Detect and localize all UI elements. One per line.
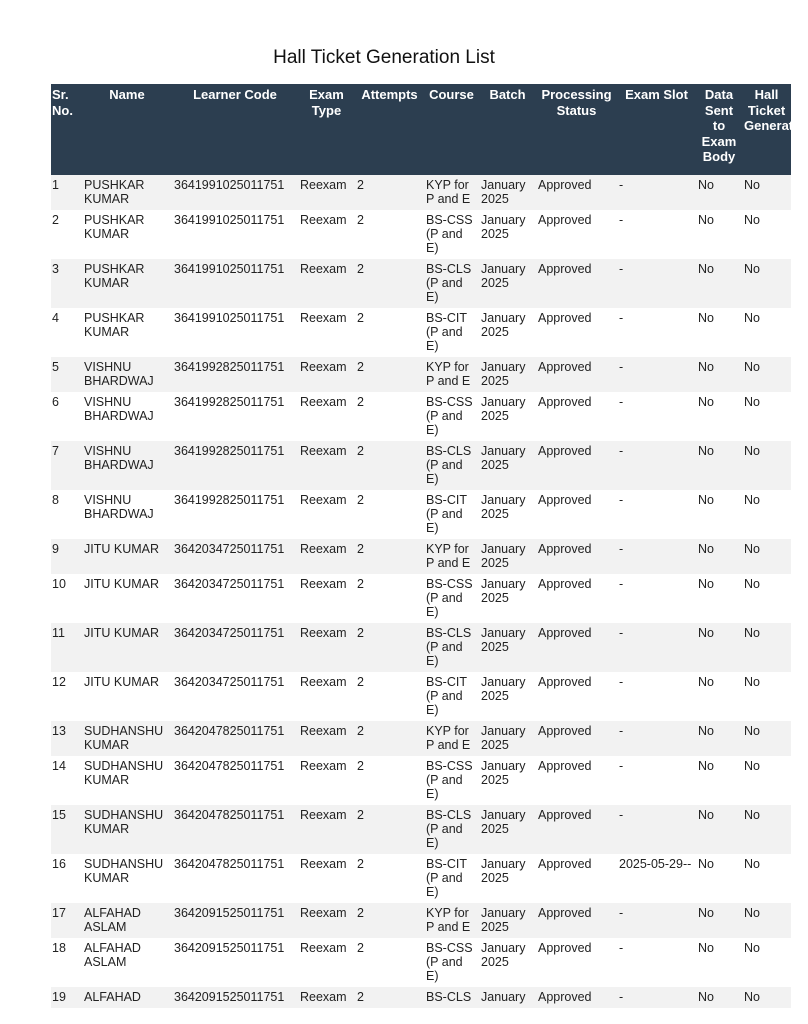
cell-course: BS-CLS [424,987,479,1008]
table-row [51,175,791,210]
cell-processing-status: Approved [536,938,617,987]
cell-data-sent: No [696,721,742,756]
cell-data-sent: No [696,357,742,392]
cell-data-sent: No [696,672,742,721]
cell-batch: January 2025 [479,672,536,721]
cell-learner-code: 3642091525011751 [172,938,298,987]
cell-batch: January 2025 [479,903,536,938]
cell-processing-status: Approved [536,987,617,1008]
cell-sr-no: 18 [51,938,82,987]
cell-processing-status: Approved [536,357,617,392]
cell-course: KYP for P and E [424,903,479,938]
cell-data-sent: No [696,756,742,805]
table-row [51,210,791,259]
cell-sr-no: 16 [51,854,82,903]
table-row [51,672,791,721]
table-row [51,441,791,490]
cell-data-sent: No [696,259,742,308]
cell-processing-status: Approved [536,756,617,805]
cell-hall-ticket-generated: No [742,756,791,805]
table-row [51,987,791,1008]
cell-name: PUSHKAR KUMAR [82,259,172,308]
cell-course: BS-CSS (P and E) [424,210,479,259]
table-row [51,854,791,903]
cell-batch: January 2025 [479,490,536,539]
cell-attempts: 2 [355,308,424,357]
cell-exam-type: Reexam [298,903,355,938]
column-header-hall-ticket-generated: Hall Ticket Generated [742,84,791,175]
cell-exam-type: Reexam [298,805,355,854]
cell-processing-status: Approved [536,490,617,539]
table-row [51,392,791,441]
cell-course: BS-CSS (P and E) [424,574,479,623]
cell-exam-type: Reexam [298,938,355,987]
cell-learner-code: 3642034725011751 [172,623,298,672]
cell-course: KYP for P and E [424,721,479,756]
cell-batch: January 2025 [479,623,536,672]
cell-course: BS-CIT (P and E) [424,490,479,539]
cell-data-sent: No [696,392,742,441]
cell-name: ALFAHAD ASLAM [82,938,172,987]
cell-exam-slot: - [617,987,696,1008]
cell-attempts: 2 [355,357,424,392]
cell-name: PUSHKAR KUMAR [82,210,172,259]
hall-ticket-table-container [51,84,808,1008]
table-row [51,357,791,392]
cell-exam-type: Reexam [298,175,355,210]
cell-batch: January 2025 [479,441,536,490]
cell-processing-status: Approved [536,210,617,259]
cell-exam-type: Reexam [298,721,355,756]
cell-hall-ticket-generated: No [742,259,791,308]
cell-exam-slot: - [617,805,696,854]
cell-processing-status: Approved [536,721,617,756]
cell-exam-slot: - [617,490,696,539]
cell-sr-no: 17 [51,903,82,938]
column-header-data-sent: Data Sent to Exam Body [696,84,742,175]
cell-exam-type: Reexam [298,259,355,308]
cell-sr-no: 9 [51,539,82,574]
cell-learner-code: 3642091525011751 [172,987,298,1008]
cell-attempts: 2 [355,721,424,756]
cell-exam-type: Reexam [298,539,355,574]
cell-hall-ticket-generated: No [742,210,791,259]
cell-exam-slot: - [617,721,696,756]
cell-attempts: 2 [355,672,424,721]
table-header [51,84,808,175]
cell-data-sent: No [696,175,742,210]
cell-name: VISHNU BHARDWAJ [82,490,172,539]
cell-attempts: 2 [355,938,424,987]
cell-batch: January [479,987,536,1008]
cell-attempts: 2 [355,259,424,308]
cell-exam-slot: - [617,672,696,721]
cell-learner-code: 3642091525011751 [172,903,298,938]
cell-exam-slot: - [617,938,696,987]
cell-sr-no: 8 [51,490,82,539]
cell-name: SUDHANSHU KUMAR [82,805,172,854]
cell-attempts: 2 [355,175,424,210]
cell-course: KYP for P and E [424,539,479,574]
cell-learner-code: 3641992825011751 [172,441,298,490]
cell-sr-no: 5 [51,357,82,392]
cell-name: SUDHANSHU KUMAR [82,854,172,903]
cell-processing-status: Approved [536,623,617,672]
cell-learner-code: 3642034725011751 [172,574,298,623]
cell-processing-status: Approved [536,805,617,854]
cell-data-sent: No [696,574,742,623]
cell-name: PUSHKAR KUMAR [82,308,172,357]
cell-exam-slot: - [617,175,696,210]
cell-course: BS-CLS (P and E) [424,805,479,854]
cell-exam-type: Reexam [298,210,355,259]
cell-exam-slot: - [617,441,696,490]
cell-hall-ticket-generated: No [742,623,791,672]
cell-learner-code: 3642047825011751 [172,756,298,805]
cell-course: BS-CLS (P and E) [424,623,479,672]
cell-learner-code: 3641992825011751 [172,392,298,441]
cell-attempts: 2 [355,574,424,623]
cell-data-sent: No [696,490,742,539]
cell-exam-slot: - [617,259,696,308]
cell-exam-type: Reexam [298,756,355,805]
column-header-exam-type: Exam Type [298,84,355,175]
cell-processing-status: Approved [536,175,617,210]
cell-hall-ticket-generated: No [742,392,791,441]
cell-exam-slot: - [617,574,696,623]
cell-exam-slot: - [617,756,696,805]
column-header-processing-status: Processing Status [536,84,617,175]
cell-sr-no: 6 [51,392,82,441]
cell-learner-code: 3641992825011751 [172,490,298,539]
table-row [51,721,791,756]
cell-data-sent: No [696,308,742,357]
cell-learner-code: 3642034725011751 [172,539,298,574]
cell-name: SUDHANSHU KUMAR [82,721,172,756]
cell-processing-status: Approved [536,574,617,623]
cell-processing-status: Approved [536,854,617,903]
column-header-batch: Batch [479,84,536,175]
cell-sr-no: 19 [51,987,82,1008]
cell-attempts: 2 [355,903,424,938]
cell-sr-no: 4 [51,308,82,357]
cell-exam-type: Reexam [298,623,355,672]
header-row [51,84,791,175]
cell-hall-ticket-generated: No [742,441,791,490]
cell-learner-code: 3641992825011751 [172,357,298,392]
cell-sr-no: 14 [51,756,82,805]
table-body [51,175,791,1008]
cell-name: JITU KUMAR [82,574,172,623]
cell-sr-no: 13 [51,721,82,756]
cell-course: BS-CSS (P and E) [424,756,479,805]
cell-hall-ticket-generated: No [742,987,791,1008]
cell-exam-type: Reexam [298,574,355,623]
cell-batch: January 2025 [479,539,536,574]
cell-processing-status: Approved [536,441,617,490]
cell-course: KYP for P and E [424,175,479,210]
table-row [51,308,791,357]
cell-batch: January 2025 [479,175,536,210]
cell-learner-code: 3641991025011751 [172,308,298,357]
cell-sr-no: 3 [51,259,82,308]
cell-course: BS-CIT (P and E) [424,854,479,903]
cell-attempts: 2 [355,392,424,441]
cell-sr-no: 15 [51,805,82,854]
cell-hall-ticket-generated: No [742,903,791,938]
cell-attempts: 2 [355,805,424,854]
cell-data-sent: No [696,854,742,903]
cell-exam-type: Reexam [298,854,355,903]
cell-exam-slot: - [617,623,696,672]
cell-learner-code: 3641991025011751 [172,175,298,210]
cell-processing-status: Approved [536,308,617,357]
cell-exam-type: Reexam [298,308,355,357]
cell-exam-type: Reexam [298,441,355,490]
table-row [51,938,791,987]
cell-sr-no: 2 [51,210,82,259]
cell-exam-type: Reexam [298,490,355,539]
cell-exam-type: Reexam [298,392,355,441]
cell-data-sent: No [696,987,742,1008]
cell-batch: January 2025 [479,805,536,854]
cell-learner-code: 3642047825011751 [172,805,298,854]
cell-hall-ticket-generated: No [742,672,791,721]
cell-batch: January 2025 [479,756,536,805]
cell-batch: January 2025 [479,574,536,623]
cell-attempts: 2 [355,854,424,903]
table-row [51,259,791,308]
cell-course: BS-CIT (P and E) [424,672,479,721]
cell-hall-ticket-generated: No [742,805,791,854]
cell-course: BS-CIT (P and E) [424,308,479,357]
table-row [51,903,791,938]
cell-batch: January 2025 [479,392,536,441]
cell-hall-ticket-generated: No [742,175,791,210]
table-row [51,574,791,623]
column-header-learner-code: Learner Code [172,84,298,175]
cell-attempts: 2 [355,539,424,574]
cell-course: KYP for P and E [424,357,479,392]
cell-attempts: 2 [355,490,424,539]
cell-sr-no: 11 [51,623,82,672]
cell-course: BS-CLS (P and E) [424,259,479,308]
cell-hall-ticket-generated: No [742,308,791,357]
cell-exam-type: Reexam [298,672,355,721]
cell-batch: January 2025 [479,357,536,392]
cell-batch: January 2025 [479,721,536,756]
cell-batch: January 2025 [479,938,536,987]
cell-name: ALFAHAD ASLAM [82,903,172,938]
cell-data-sent: No [696,805,742,854]
cell-name: JITU KUMAR [82,539,172,574]
hall-ticket-table [51,84,808,1008]
cell-batch: January 2025 [479,210,536,259]
table-row [51,539,791,574]
page-title: Hall Ticket Generation List [273,47,495,68]
cell-attempts: 2 [355,441,424,490]
cell-name: ALFAHAD [82,987,172,1008]
table-row [51,490,791,539]
cell-exam-slot: - [617,357,696,392]
cell-processing-status: Approved [536,392,617,441]
cell-learner-code: 3642034725011751 [172,672,298,721]
cell-exam-type: Reexam [298,357,355,392]
cell-attempts: 2 [355,623,424,672]
cell-data-sent: No [696,903,742,938]
cell-sr-no: 7 [51,441,82,490]
cell-hall-ticket-generated: No [742,721,791,756]
cell-processing-status: Approved [536,672,617,721]
cell-name: PUSHKAR KUMAR [82,175,172,210]
cell-sr-no: 12 [51,672,82,721]
cell-name: JITU KUMAR [82,672,172,721]
column-header-exam-slot: Exam Slot [617,84,696,175]
cell-course: BS-CLS (P and E) [424,441,479,490]
cell-attempts: 2 [355,210,424,259]
cell-processing-status: Approved [536,259,617,308]
cell-hall-ticket-generated: No [742,938,791,987]
cell-data-sent: No [696,938,742,987]
cell-exam-slot: - [617,308,696,357]
column-header-name: Name [82,84,172,175]
cell-learner-code: 3642047825011751 [172,721,298,756]
cell-sr-no: 10 [51,574,82,623]
cell-data-sent: No [696,623,742,672]
table-row [51,805,791,854]
cell-learner-code: 3641991025011751 [172,210,298,259]
cell-exam-slot: 2025-05-29-- [617,854,696,903]
cell-hall-ticket-generated: No [742,490,791,539]
column-header-attempts: Attempts [355,84,424,175]
table-row [51,756,791,805]
cell-hall-ticket-generated: No [742,539,791,574]
column-header-sr-no: Sr. No. [51,84,82,175]
cell-learner-code: 3642047825011751 [172,854,298,903]
cell-name: VISHNU BHARDWAJ [82,392,172,441]
cell-name: JITU KUMAR [82,623,172,672]
cell-processing-status: Approved [536,539,617,574]
cell-attempts: 2 [355,756,424,805]
cell-exam-type: Reexam [298,987,355,1008]
cell-batch: January 2025 [479,308,536,357]
cell-course: BS-CSS (P and E) [424,392,479,441]
cell-course: BS-CSS (P and E) [424,938,479,987]
cell-learner-code: 3641991025011751 [172,259,298,308]
column-header-course: Course [424,84,479,175]
cell-exam-slot: - [617,210,696,259]
cell-exam-slot: - [617,539,696,574]
cell-batch: January 2025 [479,854,536,903]
cell-data-sent: No [696,210,742,259]
cell-hall-ticket-generated: No [742,357,791,392]
cell-processing-status: Approved [536,903,617,938]
cell-attempts: 2 [355,987,424,1008]
cell-exam-slot: - [617,392,696,441]
cell-batch: January 2025 [479,259,536,308]
table-row [51,623,791,672]
cell-exam-slot: - [617,903,696,938]
cell-hall-ticket-generated: No [742,854,791,903]
cell-data-sent: No [696,539,742,574]
cell-name: VISHNU BHARDWAJ [82,357,172,392]
cell-sr-no: 1 [51,175,82,210]
cell-name: SUDHANSHU KUMAR [82,756,172,805]
cell-data-sent: No [696,441,742,490]
cell-name: VISHNU BHARDWAJ [82,441,172,490]
cell-hall-ticket-generated: No [742,574,791,623]
